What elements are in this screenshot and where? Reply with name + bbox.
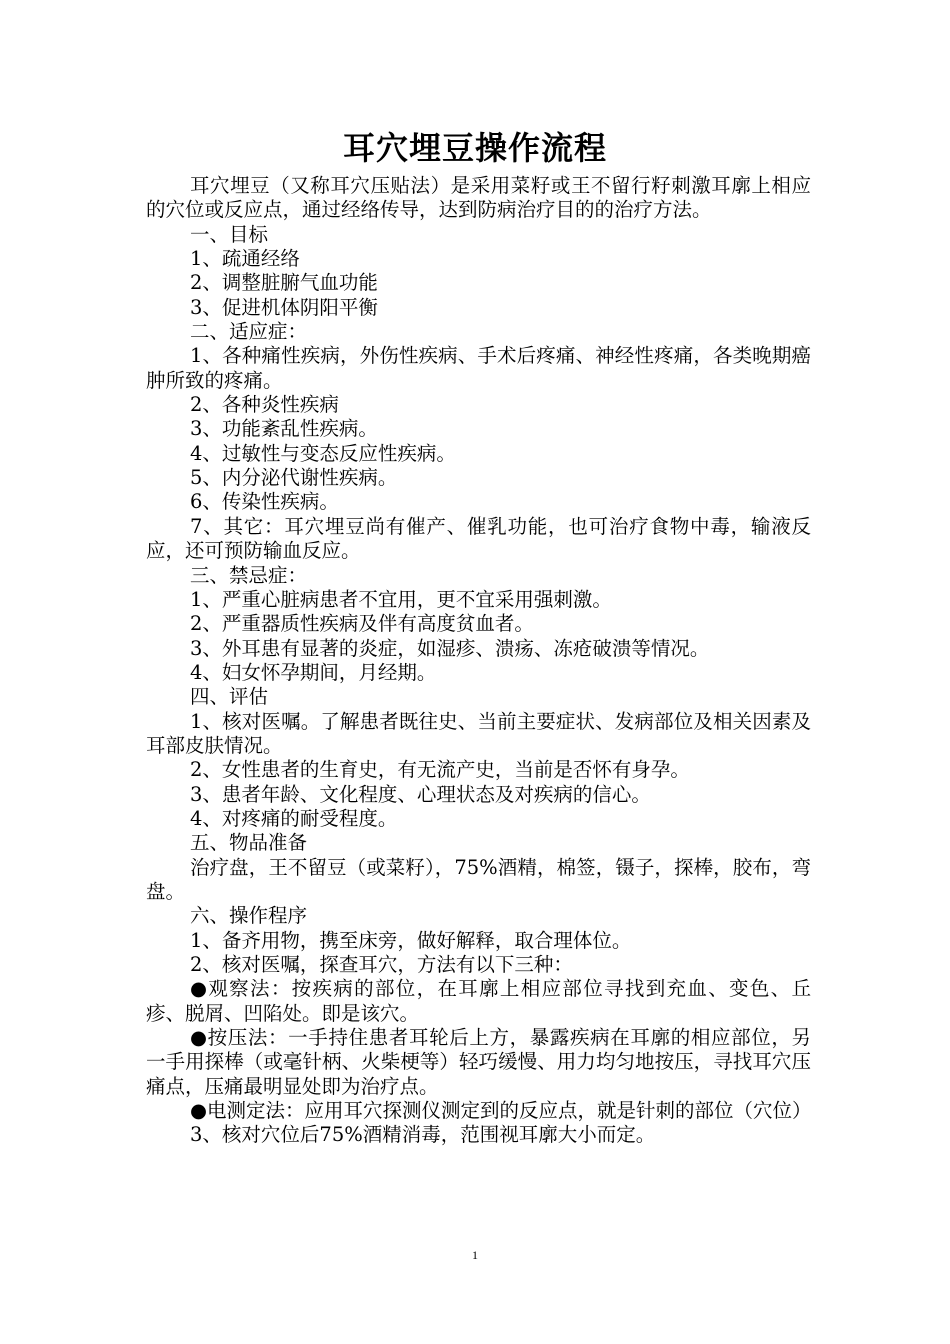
goal-item: 3、促进机体阴阳平衡 (190, 295, 378, 319)
assessment-item: 2、女性患者的生育史，有无流产史，当前是否怀有身孕。 (190, 758, 690, 782)
page-number: 1 (472, 1248, 478, 1262)
method-pressing: ●按压法：一手持住患者耳轮后上方，暴露疾病在耳廓的相应部位，另一手用探棒（或毫针柄、火柴梗等）轻巧缓慢、用力均匀地按压，寻找耳穴压痛点，压痛最明显处即为治疗点。 (146, 1026, 811, 1098)
indication-item: 2、各种炎性疾病 (190, 393, 339, 417)
indication-item: 7、其它：耳穴埋豆尚有催产、催乳功能，也可治疗食物中毒，输液反应，还可预防输血反应。 (146, 514, 811, 563)
contraindication-item: 3、外耳患有显著的炎症，如湿疹、溃疡、冻疮破溃等情况。 (190, 636, 710, 660)
document-title: 耳穴埋豆操作流程 (342, 129, 607, 167)
goal-item: 2、调整脏腑气血功能 (190, 271, 378, 295)
method-electric: ●电测定法：应用耳穴探测仪测定到的反应点，就是针刺的部位（穴位） (190, 1099, 812, 1123)
indication-item: 3、功能紊乱性疾病。 (190, 417, 378, 441)
document-body (146, 174, 811, 1148)
contraindication-item: 1、严重心脏病患者不宜用，更不宜采用强刺激。 (190, 587, 612, 611)
contraindication-item: 4、妇女怀孕期间，月经期。 (190, 660, 437, 684)
indication-item: 4、过敏性与变态反应性疾病。 (190, 441, 456, 465)
contraindication-item: 2、严重器质性疾病及伴有高度贫血者。 (190, 612, 534, 636)
goal-item: 1、疏通经络 (190, 247, 300, 271)
section-heading-assessment: 四、评估 (190, 685, 269, 709)
indication-item: 1、各种痛性疾病，外伤性疾病、手术后疼痛、神经性疼痛，各类晚期癌肿所致的疼痛。 (146, 344, 811, 392)
procedure-step: 1、备齐用物，携至床旁，做好解释，取合理体位。 (190, 928, 632, 952)
section-heading-supplies: 五、物品准备 (190, 831, 308, 855)
assessment-item: 4、对疼痛的耐受程度。 (190, 806, 398, 830)
procedure-step: 2、核对医嘱，探查耳穴，方法有以下三种： (190, 953, 573, 976)
indication-item: 5、内分泌代谢性疾病。 (190, 466, 398, 490)
section-heading-goals: 一、目标 (190, 222, 269, 246)
section-heading-indications: 二、适应症： (190, 320, 308, 344)
supplies-list: 治疗盘，王不留豆（或菜籽），75%酒精，棉签，镊子，探棒，胶布，弯盘。 (146, 855, 811, 903)
section-heading-contraindications: 三、禁忌症： (190, 563, 308, 587)
procedure-step: 3、核对穴位后75%酒精消毒，范围视耳廓大小而定。 (190, 1123, 656, 1147)
indication-item: 6、传染性疾病。 (190, 490, 339, 514)
assessment-item: 3、患者年龄、文化程度、心理状态及对疾病的信心。 (190, 782, 651, 806)
section-heading-procedure: 六、操作程序 (190, 904, 308, 928)
assessment-item: 1、核对医嘱。了解患者既往史、当前主要症状、发病部位及相关因素及耳部皮肤情况。 (146, 709, 811, 757)
intro-paragraph: 耳穴埋豆（又称耳穴压贴法）是采用菜籽或王不留行籽刺激耳廓上相应的穴位或反应点，通过经络传导，达到防病治疗目的的治疗方法。 (146, 174, 811, 222)
method-observation: ●观察法：按疾病的部位，在耳廓上相应部位寻找到充血、变色、丘疹、脱屑、凹陷处。即是该穴。 (146, 977, 811, 1025)
